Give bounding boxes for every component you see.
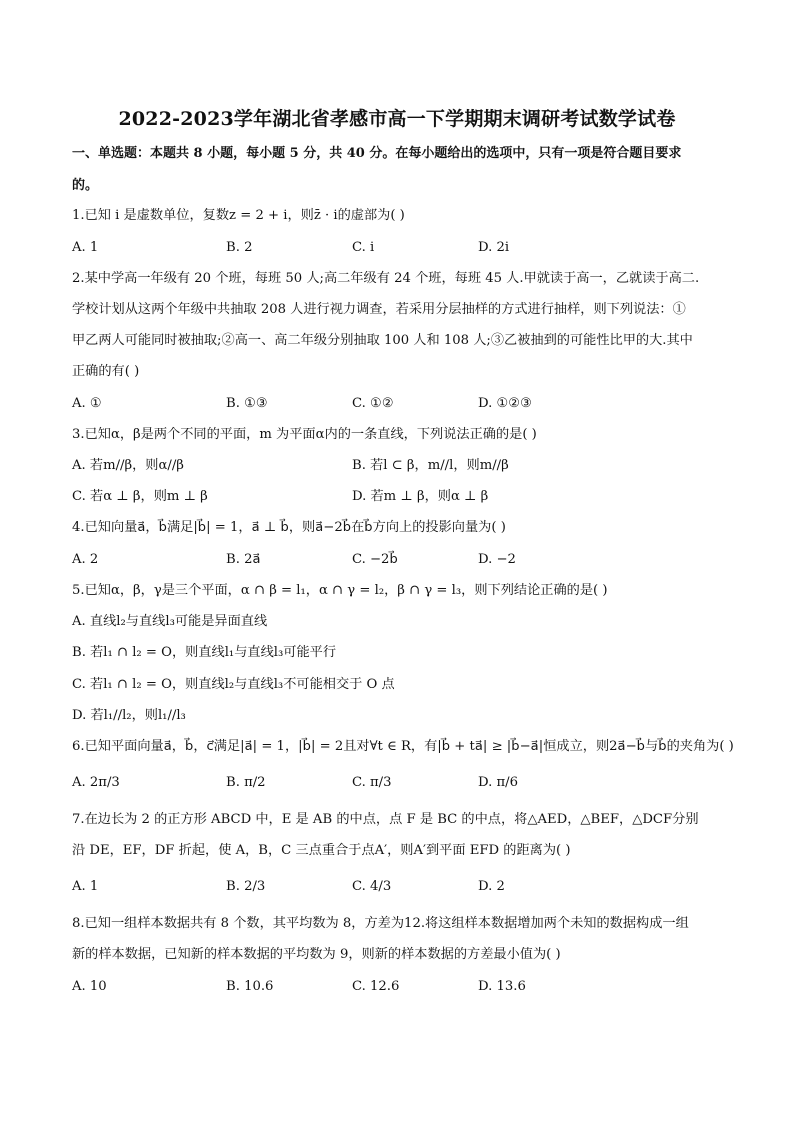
question-6-option-a: A. 2π/3 xyxy=(72,775,120,790)
question-5-text: 5.已知α，β，γ是三个平面，α ∩ β = l₁，α ∩ γ = l₂，β ∩ γ = l₃，则下列结论正确的是( ) xyxy=(72,583,608,598)
question-7-line2: 沿 DE，EF，DF 折起，使 A，B，C 三点重合于点A′，则A′到平面 EFD 的距离为( ) xyxy=(72,843,571,858)
question-8-line2: 新的样本数据，已知新的样本数据的平均数为 9，则新的样本数据的方差最小值为( ) xyxy=(72,947,561,962)
question-1-option-a: A. 1 xyxy=(72,240,99,255)
question-2-option-a: A. ① xyxy=(72,396,102,411)
question-4-option-a: A. 2 xyxy=(72,552,99,567)
question-5-option-d: D. 若l₁//l₂，则l₁//l₃ xyxy=(72,708,186,723)
question-8-option-c: C. 12.6 xyxy=(352,979,400,994)
question-7-option-b: B. 2/3 xyxy=(226,879,266,894)
question-3-option-b: B. 若l ⊂ β，m//l，则m//β xyxy=(352,458,509,473)
question-7-option-c: C. 4/3 xyxy=(352,879,392,894)
question-7-line1: 7.在边长为 2 的正方形 ABCD 中，E 是 AB 的中点，点 F 是 BC 的中点，将△AED，△BEF，△DCF分别 xyxy=(72,812,699,827)
question-5-option-b: B. 若l₁ ∩ l₂ = O，则直线l₁与直线l₃可能平行 xyxy=(72,645,337,660)
question-3-option-a: A. 若m//β，则α//β xyxy=(72,458,184,473)
question-8-option-a: A. 10 xyxy=(72,979,107,994)
question-2-option-c: C. ①② xyxy=(352,396,394,411)
question-8-line1: 8.已知一组样本数据共有 8 个数，其平均数为 8，方差为12.将这组样本数据增加两个未知的数据构成一组 xyxy=(72,916,689,931)
question-2-line4: 正确的有( ) xyxy=(72,364,140,379)
question-3-text: 3.已知α，β是两个不同的平面，m 为平面α内的一条直线，下列说法正确的是( ) xyxy=(72,427,537,442)
section-header-line2: 的。 xyxy=(72,178,99,193)
question-1-option-b: B. 2 xyxy=(226,240,253,255)
question-1-option-d: D. 2i xyxy=(478,240,510,255)
page-title: 2022-2023学年湖北省孝感市高一下学期期末调研考试数学试卷 xyxy=(118,108,676,130)
question-4-option-d: D. −2 xyxy=(478,552,516,567)
question-5-option-c: C. 若l₁ ∩ l₂ = O，则直线l₂与直线l₃不可能相交于 O 点 xyxy=(72,677,395,692)
question-1-option-c: C. i xyxy=(352,240,375,255)
section-header-line1: 一、单选题：本题共 8 小题，每小题 5 分，共 40 分。在每小题给出的选项中，只有一项是符合题目要求 xyxy=(72,146,682,161)
question-7-option-a: A. 1 xyxy=(72,879,99,894)
question-4-option-c: C. −2b⃗ xyxy=(352,552,398,567)
question-3-option-d: D. 若m ⊥ β，则α ⊥ β xyxy=(352,489,489,504)
question-4-option-b: B. 2a⃗ xyxy=(226,552,261,567)
question-1-text: 1.已知 i 是虚数单位，复数z = 2 + i，则z̄ · i的虚部为( ) xyxy=(72,208,405,223)
question-2-option-b: B. ①③ xyxy=(226,396,268,411)
question-2-line3: 甲乙两人可能同时被抽取;②高一、高二年级分别抽取 100 人和 108 人;③乙被抽到的可能性比甲的大.其中 xyxy=(72,333,693,348)
question-3-option-c: C. 若α ⊥ β，则m ⊥ β xyxy=(72,489,208,504)
question-4-text: 4.已知向量a⃗，b⃗满足|b⃗| = 1，a⃗ ⊥ b⃗，则a⃗−2b⃗在b⃗方向上的投影向量为( ) xyxy=(72,520,506,535)
question-6-option-c: C. π/3 xyxy=(352,775,392,790)
question-2-line1: 2.某中学高一年级有 20 个班，每班 50 人;高二年级有 24 个班，每班 45 人.甲就读于高一，乙就读于高二. xyxy=(72,271,700,286)
question-8-option-b: B. 10.6 xyxy=(226,979,274,994)
question-2-option-d: D. ①②③ xyxy=(478,396,532,411)
question-6-option-b: B. π/2 xyxy=(226,775,266,790)
question-6-text: 6.已知平面向量a⃗，b⃗，c⃗满足|a⃗| = 1，|b⃗| = 2且对∀t ∈ R，有|b⃗ + ta⃗| ≥ |b⃗−a⃗|恒成立，则2a⃗−b⃗与b⃗的夹角为( ) xyxy=(72,739,734,754)
question-6-option-d: D. π/6 xyxy=(478,775,518,790)
question-5-option-a: A. 直线l₂与直线l₃可能是异面直线 xyxy=(72,614,268,629)
question-8-option-d: D. 13.6 xyxy=(478,979,526,994)
question-7-option-d: D. 2 xyxy=(478,879,505,894)
question-2-line2: 学校计划从这两个年级中共抽取 208 人进行视力调查，若采用分层抽样的方式进行抽样，则下列说法：① xyxy=(72,302,686,317)
